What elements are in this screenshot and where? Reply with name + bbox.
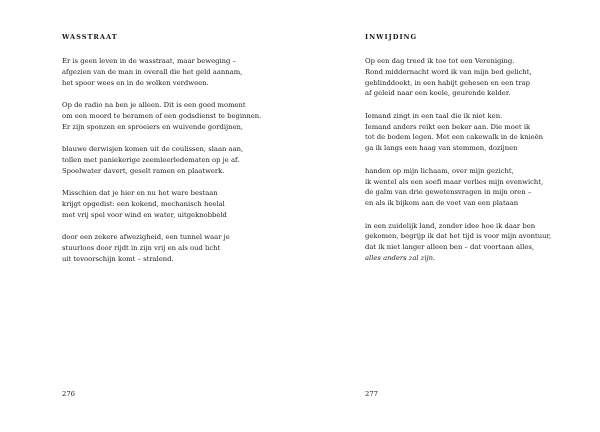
poem-body — [62, 56, 292, 276]
poem-line: krijgt opgedist: een kokend, mechanisch heelal — [62, 200, 225, 209]
poem-line: afgezien van de man in overall die het geld aannam, — [62, 67, 243, 76]
page-number: 276 — [62, 390, 75, 398]
poem-line: Iemand zingt in een taal die ik niet ken. — [365, 111, 503, 120]
poem-line: alles anders zal zijn. — [365, 254, 436, 263]
poem-line: uit tevoorschijn komt – stralend. — [62, 254, 174, 263]
poem-line: af geleid naar een koele, geurende kelder. — [365, 89, 511, 98]
poem-line: Er zijn sponzen en sproeiers en wuivende gordijnen, — [62, 122, 244, 131]
poem-body — [365, 56, 595, 276]
poem-line: Misschien dat je hier en nu het ware bestaan — [62, 189, 218, 198]
stanza — [62, 56, 292, 88]
stanza — [365, 111, 595, 154]
poem-line: en als ik bijkom aan de voet van een plataan — [365, 199, 519, 208]
poem-line: Op de radio na ben je alleen. Dit is een goed moment — [62, 101, 246, 110]
right-page — [300, 0, 600, 432]
poem-line: geblinddoekt, in een habijt gehesen en een trap — [365, 78, 531, 87]
poem-line: ga ik langs een haag van stemmen, dozijnen — [365, 144, 518, 153]
poem-line: met vrij spel voor wind en water, uitgeknobbeld — [62, 210, 227, 219]
poem-line: Rond middernacht word ik van mijn bed gelicht, — [365, 67, 532, 76]
stanza — [365, 56, 595, 99]
poem-line: om een moord te beramen of een godsdienst te beginnen. — [62, 111, 262, 120]
poem-line: Iemand anders reikt een beker aan. Die moet ik — [365, 122, 531, 131]
stanza — [62, 232, 292, 264]
poem-title: WASSTRAAT — [62, 33, 118, 41]
poem-title: INWIJDING — [365, 33, 418, 41]
poem-line: de galm van drie gewetensvragen in mijn oren – — [365, 188, 532, 197]
poem-line: tollen met paniekerige zeemleerledematen op je af. — [62, 155, 240, 164]
poem-line: tot de bodem legen. Met een cakewalk in de knieën — [365, 133, 544, 142]
poem-line: handen op mijn lichaam, over mijn gezicht, — [365, 166, 514, 175]
poem-line: Spoelwater davert, geselt ramen en plaatwerk. — [62, 166, 225, 175]
poem-line: Er is geen leven in de wasstraat, maar beweging – — [62, 57, 236, 65]
stanza — [365, 166, 595, 209]
stanza — [365, 221, 595, 264]
stanza — [62, 144, 292, 176]
page-number: 277 — [365, 390, 378, 398]
poem-line: ik wentel als een soefi maar verlies mijn evenwicht, — [365, 177, 544, 186]
stanza — [62, 100, 292, 132]
poem-line: het spoor wees en in de wolken verdween. — [62, 78, 209, 87]
poem-line: blauwe derwisjen komen uit de coulissen, slaan aan, — [62, 145, 244, 154]
stanza — [62, 188, 292, 220]
poem-line: gekomen, begrijp ik dat het tijd is voor mijn avontuur, — [365, 232, 552, 241]
poem-line: stuurloos door rijdt in zijn vrij en als oud licht — [62, 244, 221, 253]
poem-line: door een zekere afwezigheid, een tunnel waar je — [62, 233, 230, 242]
poem-line: Op een dag treed ik toe tot een Vereniging. — [365, 57, 515, 65]
poem-line: in een zuidelijk land, zonder idee hoe ik daar ben — [365, 221, 536, 230]
poem-line: dat ik niet langer alleen ben – dat voortaan alles, — [365, 243, 535, 252]
